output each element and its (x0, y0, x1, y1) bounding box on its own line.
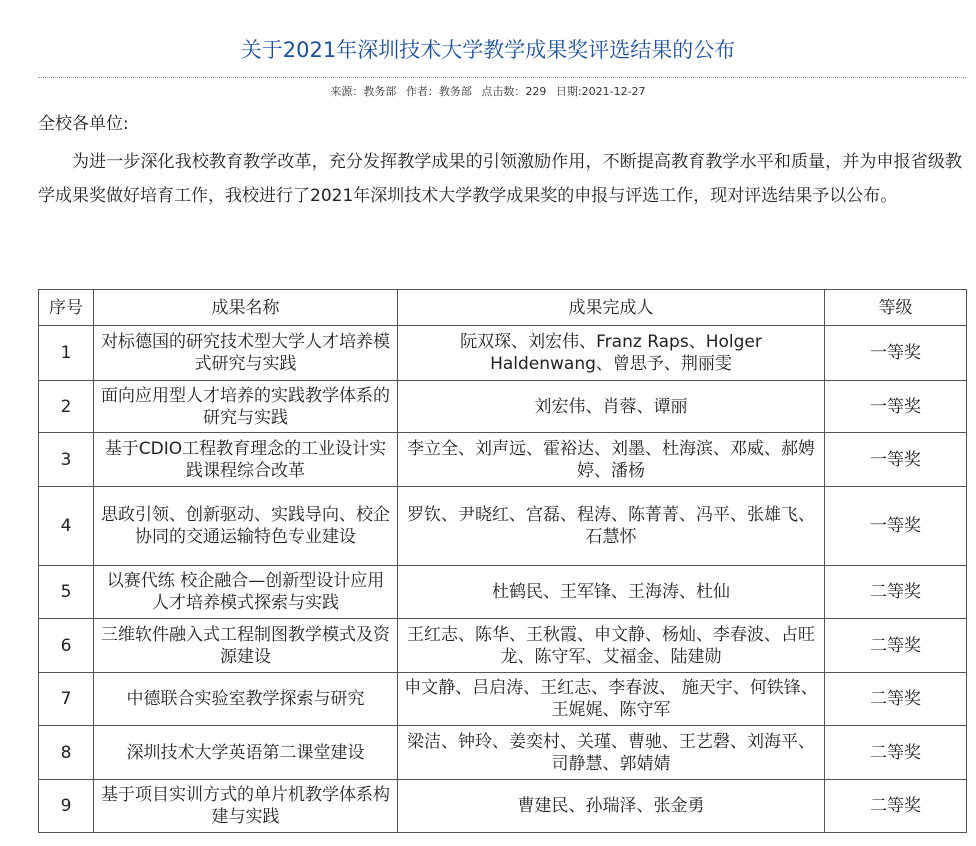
cell-no: 4 (39, 487, 94, 566)
meta-date: 日期:2021-12-27 (555, 85, 646, 98)
table-header-row (39, 290, 967, 326)
header-people: 成果完成人 (398, 290, 825, 326)
cell-name: 三维软件融入式工程制图教学模式及资源建设 (94, 619, 398, 673)
title-divider (38, 77, 966, 78)
cell-name: 深圳技术大学英语第二课堂建设 (94, 726, 398, 780)
table-row (39, 726, 967, 780)
body-paragraph: 为进一步深化我校教育教学改革，充分发挥教学成果的引领激励作用，不断提高教育教学水平和质量，并为申报省级教学成果奖做好培育工作，我校进行了2021年深圳技术大学教学成果奖的申报与评选工作，现对评选结果予以公布。 (38, 152, 962, 206)
article-title: 关于2021年深圳技术大学教学成果奖评选结果的公布 (240, 38, 736, 62)
cell-name: 以赛代练 校企融合—创新型设计应用人才培养模式探索与实践 (94, 566, 398, 619)
table-row (39, 326, 967, 381)
header-level: 等级 (825, 290, 967, 326)
cell-people: 申文静、吕启涛、王红志、李春波、 施天宇、何铁锋、王娓娓、陈守军 (398, 673, 825, 726)
meta-author: 作者：教务部 (405, 85, 472, 98)
cell-name: 对标德国的研究技术型大学人才培养模式研究与实践 (94, 326, 398, 381)
cell-level: 一等奖 (825, 433, 967, 487)
salutation: 全校各单位: (38, 114, 129, 134)
article-meta (0, 84, 976, 100)
cell-level: 一等奖 (825, 381, 967, 433)
cell-no: 6 (39, 619, 94, 673)
cell-name: 思政引领、创新驱动、实践导向、校企协同的交通运输特色专业建设 (94, 487, 398, 566)
cell-level: 一等奖 (825, 487, 967, 566)
table-row (39, 780, 967, 833)
cell-level: 二等奖 (825, 566, 967, 619)
cell-no: 7 (39, 673, 94, 726)
cell-level: 一等奖 (825, 326, 967, 381)
table-row (39, 381, 967, 433)
cell-no: 1 (39, 326, 94, 381)
cell-name: 基于项目实训方式的单片机教学体系构建与实践 (94, 780, 398, 833)
cell-people: 曹建民、孙瑞泽、张金勇 (398, 780, 825, 833)
cell-people: 王红志、陈华、王秋霞、申文静、杨灿、李春波、占旺龙、陈守军、艾福金、陆建勋 (398, 619, 825, 673)
cell-name: 基于CDIO工程教育理念的工业设计实践课程综合改革 (94, 433, 398, 487)
cell-name: 面向应用型人才培养的实践教学体系的研究与实践 (94, 381, 398, 433)
cell-people: 罗钦、尹晓红、宫磊、程涛、陈菁菁、冯平、张雄飞、石慧怀 (398, 487, 825, 566)
meta-source: 来源：教务部 (330, 85, 397, 98)
cell-level: 二等奖 (825, 780, 967, 833)
cell-people: 杜鹤民、王军锋、王海涛、杜仙 (398, 566, 825, 619)
cell-no: 8 (39, 726, 94, 780)
cell-level: 二等奖 (825, 673, 967, 726)
cell-name: 中德联合实验室教学探索与研究 (94, 673, 398, 726)
results-table (38, 289, 967, 833)
cell-no: 2 (39, 381, 94, 433)
table-row (39, 433, 967, 487)
cell-no: 5 (39, 566, 94, 619)
header-name: 成果名称 (94, 290, 398, 326)
cell-people: 刘宏伟、肖蓉、谭丽 (398, 381, 825, 433)
cell-no: 3 (39, 433, 94, 487)
cell-no: 9 (39, 780, 94, 833)
table-row (39, 487, 967, 566)
cell-people: 梁洁、钟玲、姜奕村、关瑾、曹驰、王艺磬、刘海平、司静慧、郭婧婧 (398, 726, 825, 780)
meta-clicks: 点击数：229 (481, 85, 547, 98)
cell-people: 阮双琛、刘宏伟、Franz Raps、Holger Haldenwang、曾思予、荆丽雯 (398, 326, 825, 381)
table-row (39, 619, 967, 673)
table-row (39, 566, 967, 619)
cell-level: 二等奖 (825, 619, 967, 673)
header-no: 序号 (39, 290, 94, 326)
cell-level: 二等奖 (825, 726, 967, 780)
cell-people: 李立全、刘声远、霍裕达、刘墨、杜海滨、邓威、郝娉婷、潘杨 (398, 433, 825, 487)
table-row (39, 673, 967, 726)
